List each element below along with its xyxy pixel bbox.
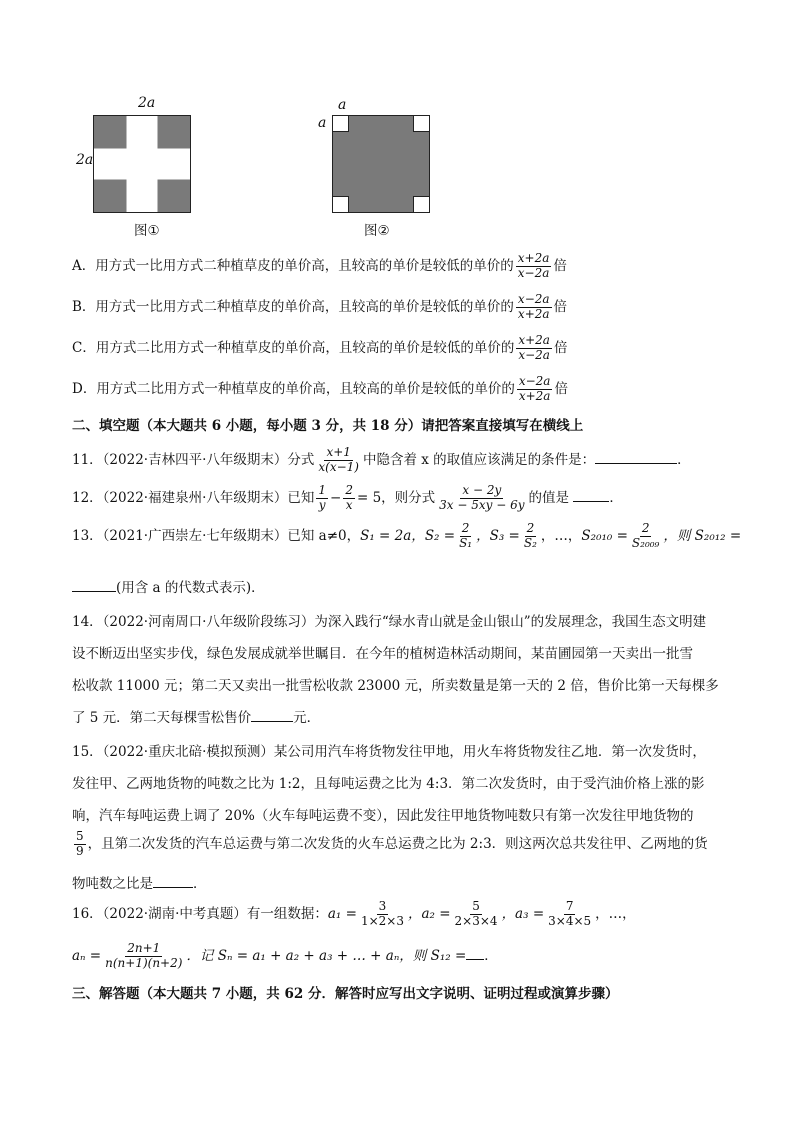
q16-fraction-a2: $\frac{5}{2\times 3\times 4}$ — [454, 899, 498, 928]
fig2-corner-tl — [333, 116, 349, 132]
answer-blank[interactable] — [251, 709, 293, 722]
option-a — [72, 252, 567, 281]
figure-1 — [70, 95, 200, 245]
question-14-line-4: 了 5 元．第二天每棵雪松售价 元． — [72, 710, 321, 726]
question-14-line-1: 14．（2022·河南周口·八年级阶段练习）为深入践行“绿水青山就是金山银山”的发展理念，我国生态文明建 — [72, 614, 707, 630]
q13-fraction-s2: $\frac{2}{\text{S₁}}$ — [459, 521, 473, 550]
q16-fraction-an: $\frac{2n+1}{n(n+1)(n+2)}$ — [105, 941, 183, 970]
question-15-line-4: $\frac{5}{9}$ ，且第二次发货的汽车总运费与第二次发货的火车总运费之比为 2:3．则这两次总共发往甲、乙两地的货 — [76, 829, 708, 858]
q12-fraction-3: $\frac{x - 2y}{3x - 5xy - 6y}$ — [439, 483, 525, 512]
question-15-line-3: 响，汽车每吨运费上调了 20%（火车每吨运费不变），因此发往甲地货物吨数只有第一次发往甲地货物的 — [72, 808, 694, 824]
option-tail: 倍 — [553, 257, 567, 274]
option-d — [72, 375, 568, 404]
option-letter: A． — [72, 257, 96, 274]
option-text: 用方式一比用方式二种植草皮的单价高，且较高的单价是较低的单价的 — [95, 298, 514, 315]
fig1-cross-diagram — [93, 115, 191, 213]
option-letter: C． — [72, 339, 96, 356]
option-fraction: $\frac{x+2a}{x-2a}$ — [518, 333, 550, 362]
fig1-corner-bl — [94, 180, 127, 213]
option-letter: B． — [72, 298, 96, 315]
option-fraction: $\frac{x+2a}{x-2a}$ — [517, 251, 550, 280]
section-2-heading: 二、填空题（本大题共 6 小题，每小题 3 分，共 18 分）请把答案直接填写在横线上 — [72, 418, 584, 434]
q12-fraction-2: $\frac{2}{x}$ — [345, 483, 353, 512]
fig1-top-label: 2a — [138, 95, 156, 111]
option-fraction: $\frac{x-2a}{x+2a}$ — [517, 292, 550, 321]
option-tail: 倍 — [553, 339, 568, 356]
option-tail: 倍 — [553, 298, 568, 315]
option-text: 用方式二比用方式一种植草皮的单价高，且较高的单价是较低的单价的 — [96, 380, 515, 397]
question-15-line-1: 15．（2022·重庆北碚·模拟预测）某公司用汽车将货物发往甲地，用火车将货物发往乙地．第一次发货时， — [72, 744, 706, 760]
question-15-line-2: 发往甲、乙两地货物的吨数之比为 1:2，且每吨运费之比为 4:3．第二次发货时，由于受汽油价格上涨的影 — [72, 776, 705, 792]
fig1-corner-tl — [94, 116, 127, 149]
fig1-corner-tr — [158, 116, 191, 149]
option-c — [72, 334, 567, 363]
fig2-corner-br — [414, 197, 430, 213]
question-14-line-3: 松收款 11000 元；第二天又卖出一批雪松收款 23000 元，所卖数量是第一天的 2 倍，售价比第一天每棵多 — [72, 678, 719, 694]
question-13-line-2: (用含 a 的代数式表示)． — [72, 576, 265, 596]
q13-fraction-s2010: $\frac{2}{\text{S₂₀₀₉}}$ — [631, 521, 660, 550]
fig2-top-label: a — [338, 97, 347, 113]
option-text: 用方式二比用方式一种植草皮的单价高，且较高的单价是较低的单价的 — [95, 339, 515, 356]
fig1-caption: 图① — [134, 223, 160, 239]
answer-blank[interactable] — [153, 875, 193, 888]
figure-2 — [312, 95, 442, 245]
fig2-square-diagram — [332, 115, 430, 213]
q16-fraction-a3: $\frac{7}{3\times 4\times 5}$ — [548, 899, 592, 928]
option-text: 用方式一比用方式二种植草皮的单价高，且较高的单价是较低的单价的 — [95, 257, 514, 274]
option-tail: 倍 — [554, 380, 568, 397]
answer-blank[interactable] — [595, 451, 677, 464]
option-letter: D． — [72, 380, 97, 397]
question-13: 13．（2021·广西崇左·七年级期末）已知 a≠0，S₁ = 2a，S₂ = $\frac{2}{\text{S₁}}$ ，S₃ = $\frac{2}{\text{S₂}}$ ，…，S₂₀₁₀ = $\frac{2}{\text{S₂₀₀₉}}$ ，则 S₂₀₁₂ = — [72, 521, 742, 550]
q11-fraction: $\frac{x+1}{x(x-1)}$ — [318, 445, 359, 474]
q12-fraction-1: $\frac{1}{y}$ — [318, 483, 327, 512]
question-15-line-5: 物吨数之比是 ． — [72, 876, 207, 892]
fig2-caption: 图② — [364, 223, 390, 239]
fig2-corner-tr — [414, 116, 430, 132]
question-11: 11．（2022·吉林四平·八年级期末）分式 $\frac{x+1}{x(x-1)}$ 中隐含着 x 的取值应该满足的条件是： ． — [72, 445, 691, 474]
q15-fraction: $\frac{5}{9}$ — [76, 829, 84, 858]
q13-fraction-s3: $\frac{2}{\text{S₂}}$ — [523, 521, 537, 550]
option-b — [72, 293, 567, 322]
option-fraction: $\frac{x-2a}{x+2a}$ — [518, 374, 551, 403]
fig2-left-label: a — [318, 115, 327, 131]
section-3-heading: 三、解答题（本大题共 7 小题，共 62 分．解答时应写出文字说明、证明过程或演算步骤） — [72, 986, 619, 1002]
fig2-corner-bl — [333, 197, 349, 213]
answer-blank[interactable] — [466, 947, 484, 960]
question-12: 12．（2022·福建泉州·八年级期末）已知 $\frac{1}{y}$ − $\frac{2}{x}$ = 5，则分式 $\frac{x - 2y}{3x - 5xy - 6y}$ 的值是 ． — [72, 483, 623, 512]
question-16: 16．（2022·湖南·中考真题）有一组数据：a₁ = $\frac{3}{1\times 2\times 3}$ ，a₂ = $\frac{5}{2\times 3\times 4}$ ，a₃ = $\frac{7}{3\times 4\times 5}$ ，…， — [72, 899, 636, 928]
answer-blank[interactable] — [573, 489, 609, 502]
question-14-line-2: 设不断迈出坚实步伐，绿色发展成就举世瞩目．在今年的植树造林活动期间，某苗圃园第一天卖出一批雪 — [72, 646, 693, 662]
fig1-left-label: 2a — [76, 152, 94, 168]
q16-fraction-a1: $\frac{3}{1\times 2\times 3}$ — [360, 899, 404, 928]
question-16-line-2: aₙ = $\frac{2n+1}{n(n+1)(n+2)}$ ．记 Sₙ = a₁ + a₂ + a₃ + … + aₙ，则 S₁₂ = ． — [72, 941, 498, 970]
fig1-corner-br — [158, 180, 191, 213]
answer-blank[interactable] — [72, 579, 116, 592]
